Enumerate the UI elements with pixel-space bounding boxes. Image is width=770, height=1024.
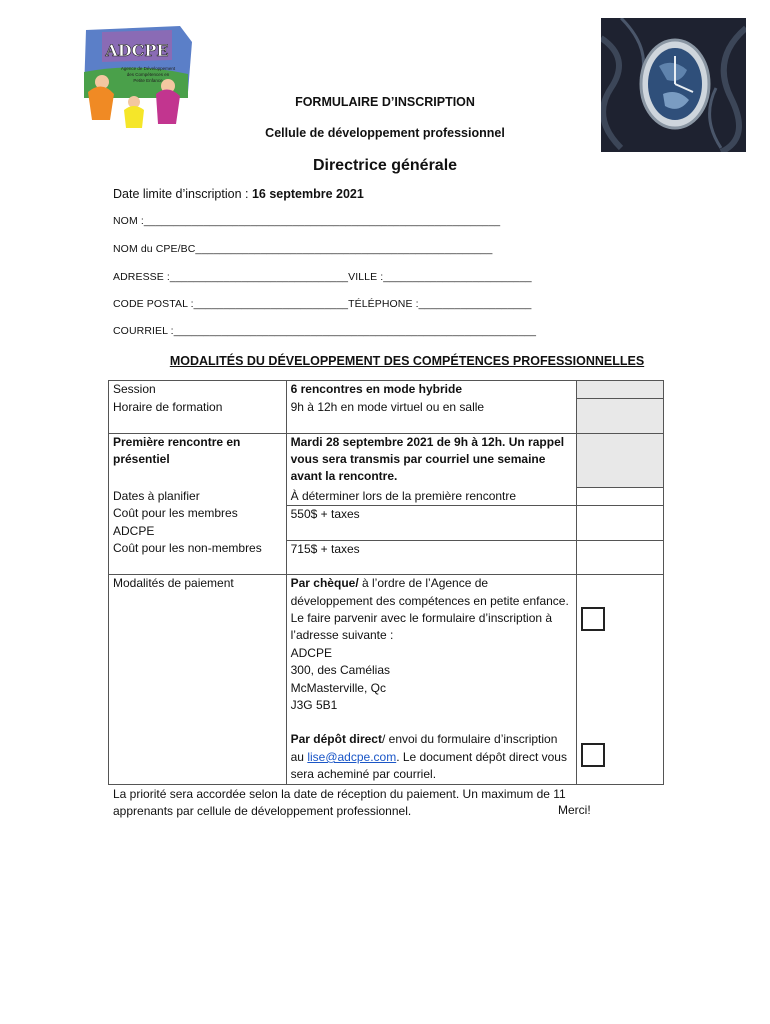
adcpe-logo <box>76 22 196 130</box>
table-row <box>109 488 664 506</box>
deadline-label: Date limite d’inscription : <box>113 187 252 201</box>
logo-text: ADCPE <box>105 41 169 60</box>
table-row <box>109 381 664 399</box>
cheque-checkbox[interactable] <box>581 607 605 631</box>
address-line: 300, des Camélias <box>290 663 391 678</box>
logo-tagline-1: Agence de Développement <box>120 66 176 71</box>
email-link[interactable]: lise@adcpe.com <box>307 749 397 764</box>
email-field[interactable]: COURRIEL :_____________________________________________________________ <box>113 325 537 337</box>
postal-phone-field[interactable]: CODE POSTAL :__________________________TÉLÉPHONE :___________________ <box>113 298 532 310</box>
session-label: Session <box>109 381 287 399</box>
table-row <box>109 433 664 488</box>
dates-value: À déterminer lors de la première rencontre <box>286 488 576 506</box>
footer-thanks: Merci! <box>558 803 591 817</box>
logo-tagline-2: des Compétences en <box>126 72 170 77</box>
session-value: 6 rencontres en mode hybride <box>286 381 576 399</box>
table-row <box>109 399 664 434</box>
address-line: McMasterville, Qc <box>290 680 386 695</box>
details-table <box>108 380 664 785</box>
member-cost-label: Coût pour les membres ADCPE <box>109 505 287 540</box>
deposit-option: Par dépôt direct/ envoi du formulaire d’inscription au lise@adcpe.com. Le document dépôt direct vous sera acheminé par courriel. <box>290 732 567 782</box>
table-row <box>109 505 664 540</box>
first-meeting-value: Mardi 28 septembre 2021 de 9h à 12h. Un rappel vous sera transmis par courriel une semaine avant la rencontre. <box>286 433 576 488</box>
position-title: Directrice générale <box>312 157 458 174</box>
dates-label: Dates à planifier <box>109 488 287 506</box>
deposit-checkbox[interactable] <box>581 743 605 767</box>
payment-value <box>286 575 576 784</box>
schedule-label: Horaire de formation <box>109 399 287 434</box>
nonmember-cost-value: 715$ + taxes <box>286 540 576 575</box>
first-meeting-label: Première rencontre en présentiel <box>109 433 287 488</box>
section-title: MODALITÉS DU DÉVELOPPEMENT DES COMPÉTENCES PROFESSIONNELLES <box>169 354 645 368</box>
logo-tagline-3: Petite Enfance <box>133 78 163 83</box>
payment-label: Modalités de paiement <box>109 575 287 784</box>
deadline-date: 16 septembre 2021 <box>251 187 364 201</box>
address-line: ADCPE <box>290 645 332 660</box>
deadline <box>113 187 364 201</box>
name-field[interactable]: NOM :____________________________________________________________ <box>113 215 501 227</box>
table-row <box>109 540 664 575</box>
nonmember-cost-label: Coût pour les non-membres <box>109 540 287 575</box>
cpe-field[interactable]: NOM du CPE/BC__________________________________________________ <box>113 243 493 255</box>
footer-note: La priorité sera accordée selon la date de réception du paiement. Un maximum de 11 apprenants par cellule de développement professionnel. <box>113 787 566 819</box>
address-city-field[interactable]: ADRESSE :______________________________VILLE :_________________________ <box>113 271 532 283</box>
cheque-option: Par chèque/ à l’ordre de l’Agence de développement des compétences en petite enfance. Le faire parvenir avec le formulaire d’inscription à l’adresse suivante : <box>290 576 569 643</box>
member-cost-value: 550$ + taxes <box>286 505 576 540</box>
form-title: FORMULAIRE D’INSCRIPTION <box>295 95 475 109</box>
address-line: J3G 5B1 <box>290 698 338 713</box>
table-row <box>109 575 664 784</box>
schedule-value: 9h à 12h en mode virtuel ou en salle <box>286 399 576 434</box>
form-subtitle: Cellule de développement professionnel <box>265 126 505 140</box>
